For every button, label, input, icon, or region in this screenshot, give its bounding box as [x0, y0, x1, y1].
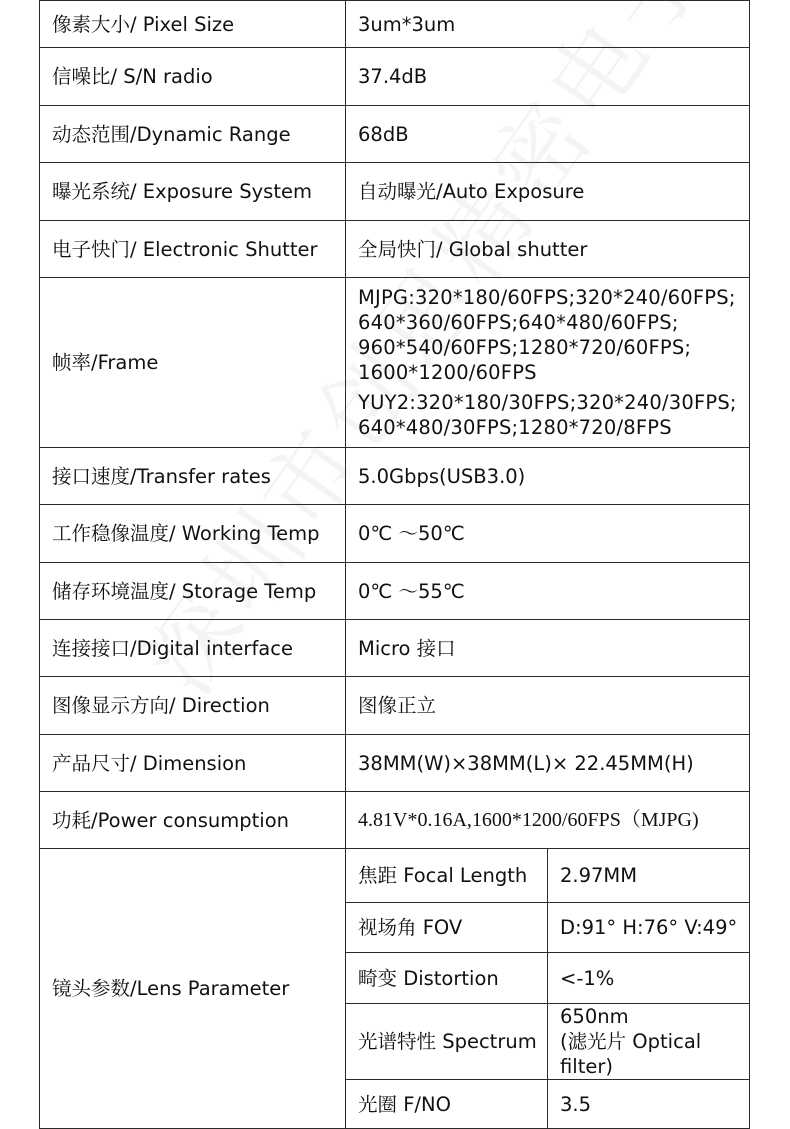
lens-sub-label: 畸变 Distortion	[346, 953, 548, 1004]
row-label: 像素大小/ Pixel Size	[40, 1, 346, 48]
table-row	[40, 505, 750, 563]
yuy2-line: YUY2:320*180/30FPS;320*240/30FPS;	[358, 391, 737, 414]
table-row	[40, 735, 750, 792]
spectrum-value: 650nm	[560, 1005, 629, 1028]
spec-table	[39, 0, 750, 1129]
row-label: 产品尺寸/ Dimension	[40, 735, 346, 792]
spectrum-filter: (滤光片 Optical filter)	[560, 1030, 702, 1078]
table-row	[40, 677, 750, 735]
table-row-frame	[40, 278, 750, 448]
row-label: 电子快门/ Electronic Shutter	[40, 221, 346, 278]
table-row	[40, 221, 750, 278]
row-label: 信噪比/ S/N radio	[40, 48, 346, 106]
row-value: 0℃ ～55℃	[346, 563, 750, 620]
row-value: 自动曝光/Auto Exposure	[346, 163, 750, 221]
table-row	[40, 48, 750, 106]
row-label: 图像显示方向/ Direction	[40, 677, 346, 735]
lens-sub-label: 光圈 F/NO	[346, 1080, 548, 1129]
row-value: 0℃ ～50℃	[346, 505, 750, 563]
row-value: 5.0Gbps(USB3.0)	[346, 448, 750, 505]
row-label: 接口速度/Transfer rates	[40, 448, 346, 505]
row-label: 帧率/Frame	[40, 278, 346, 448]
lens-sub-value: 2.97MM	[548, 849, 750, 903]
frame-rate-values	[346, 278, 750, 448]
row-value: 3um*3um	[346, 1, 750, 48]
mjpg-line: 1600*1200/60FPS	[358, 361, 537, 384]
lens-sub-label: 焦距 Focal Length	[346, 849, 548, 903]
table-row	[40, 163, 750, 221]
lens-parameter-label: 镜头参数/Lens Parameter	[40, 849, 346, 1129]
table-row	[40, 563, 750, 620]
lens-sub-label: 光谱特性 Spectrum	[346, 1004, 548, 1080]
row-value: Micro 接口	[346, 620, 750, 677]
row-label: 功耗/Power consumption	[40, 792, 346, 849]
row-label: 动态范围/Dynamic Range	[40, 106, 346, 163]
table-row	[40, 1, 750, 48]
row-label: 曝光系统/ Exposure System	[40, 163, 346, 221]
table-row	[40, 448, 750, 505]
table-row	[40, 792, 750, 849]
mjpg-line: MJPG:320*180/60FPS;320*240/60FPS;	[358, 286, 736, 309]
table-row	[40, 620, 750, 677]
row-value: 68dB	[346, 106, 750, 163]
yuy2-line: 640*480/30FPS;1280*720/8FPS	[358, 416, 672, 439]
table-row	[40, 106, 750, 163]
row-label: 储存环境温度/ Storage Temp	[40, 563, 346, 620]
lens-sub-value: D:91° H:76° V:49°	[548, 903, 750, 953]
row-value: 4.81V*0.16A,1600*1200/60FPS（MJPG)	[346, 792, 750, 849]
row-label: 工作稳像温度/ Working Temp	[40, 505, 346, 563]
row-value: 全局快门/ Global shutter	[346, 221, 750, 278]
lens-sub-value: 3.5	[548, 1080, 750, 1129]
lens-sub-value	[548, 1004, 750, 1080]
row-value: 图像正立	[346, 677, 750, 735]
lens-row	[40, 849, 750, 903]
mjpg-line: 640*360/60FPS;640*480/60FPS;	[358, 311, 679, 334]
mjpg-line: 960*540/60FPS;1280*720/60FPS;	[358, 336, 692, 359]
lens-sub-label: 视场角 FOV	[346, 903, 548, 953]
row-label: 连接接口/Digital interface	[40, 620, 346, 677]
row-value: 37.4dB	[346, 48, 750, 106]
lens-sub-value: <-1%	[548, 953, 750, 1004]
row-value: 38MM(W)×38MM(L)× 22.45MM(H)	[346, 735, 750, 792]
